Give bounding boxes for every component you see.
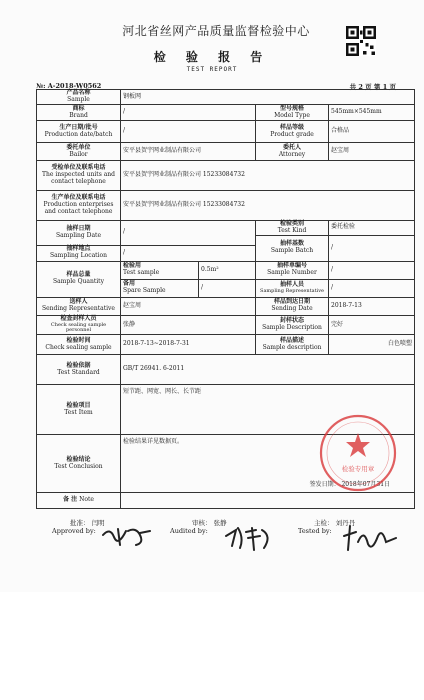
report-title: 检 验 报 告 — [153, 50, 271, 64]
label-sample-state: 封样状态 — [279, 317, 304, 325]
value-production-date: / — [121, 121, 256, 143]
label-sampling-location: 抽样地点 — [66, 245, 91, 253]
audited-by-label-en: Audited by: — [170, 527, 208, 535]
row-sampling-date: 抽样日期 Sampling Date / 检验类别 Test Kind 委托检验 — [37, 221, 415, 236]
label-sending-date: 样品到达日期 — [273, 298, 310, 306]
value-spare-sample: / — [199, 279, 256, 297]
label-sampling-representative: 抽样人员 — [279, 280, 304, 288]
value-grade: 合格品 — [329, 121, 415, 143]
label-sampling-date: 抽样日期 — [66, 225, 91, 232]
value-test-standard: GB/T 26941. 6-2011 — [121, 355, 415, 385]
label-inspected-unit: 受检单位及联系电话 — [51, 164, 106, 172]
value-sealing-personnel: 张静 — [121, 315, 256, 334]
label-sending-representative: 送样人 — [69, 298, 88, 306]
label-bailor: 委托单位 — [66, 143, 91, 151]
value-production-enterprise: 安平县贺宇网业制品有限公司 15233084732 — [121, 191, 415, 221]
approver-signature — [100, 525, 152, 549]
row-test-standard: 检验依据 Test Standard GB/T 26941. 6-2011 — [37, 355, 415, 385]
value-model: 545mm×545mm — [329, 105, 415, 121]
label-spare-sample: 备用 — [123, 280, 136, 288]
row-production-enterprise: 生产单位及联系电话 Production enterprises and contact telephone 安平县贺宇网业制品有限公司 15233084732 — [37, 191, 415, 221]
row-production-date: 生产日期/批号 Production date/batch / 样品等级 Product grade 合格品 — [37, 121, 415, 143]
value-sending-representative: 赵宝周 — [121, 297, 256, 315]
center-name: 河北省丝网产品质量监督检验中心 — [122, 24, 310, 38]
row-product-name: 产品名称 Sample 钢板网 — [37, 90, 415, 105]
report-title-en: TEST REPORT — [186, 66, 238, 73]
row-test-sample: 样品总量 Sample Quantity 检验用 Test sample 0.5m² 抽样单编号 Sample Number / — [37, 261, 415, 279]
value-attorney: 赵宝周 — [329, 143, 415, 161]
label-test-standard: 检验依据 — [66, 361, 91, 369]
stamp-center-text: 检验专用章 — [341, 465, 375, 473]
value-test-kind: 委托检验 — [329, 221, 415, 236]
row-note: 备 注 Note — [37, 493, 415, 509]
page-info: 共 2 页 第 1 页 — [349, 83, 396, 91]
approved-by — [52, 518, 105, 535]
value-test-conclusion: 检验结果详见数据页。 — [123, 438, 184, 446]
label-production-enterprise: 生产单位及联系电话 — [51, 194, 106, 202]
value-brand: / — [121, 105, 256, 121]
label-production-date: 生产日期/批号 — [59, 123, 98, 131]
label-sample-quantity: 样品总量 — [66, 271, 91, 279]
value-sampling-location: / — [121, 245, 256, 261]
value-sample-number: / — [329, 261, 415, 279]
approved-by-label: 批准： 闫明 — [70, 519, 105, 527]
label-sample-description: 样品描述 — [279, 336, 304, 344]
value-product-name: 钢板网 — [121, 90, 415, 105]
label-sealing-personnel: 检查封样人员 — [60, 314, 97, 322]
value-note — [121, 493, 415, 509]
row-test-item: 检验项目 Test Item 短节距、网宽、网长、长节距 — [37, 385, 415, 435]
tester-signature — [340, 522, 400, 554]
label-grade: 样品等级 — [279, 123, 304, 131]
label-test-conclusion: 检验结论 — [66, 455, 91, 463]
inspection-seal-stamp — [318, 413, 398, 493]
label-attorney: 委托人 — [282, 143, 301, 151]
row-spare-sample: 备用 Spare Sample / 抽样人员 Sampling Representative / — [37, 279, 415, 297]
label-test-sample: 检验用 — [123, 262, 142, 270]
value-sample-description: 白色喷塑 — [329, 335, 415, 355]
label-check-time: 检验时间 — [66, 336, 91, 344]
value-sending-date: 2018-7-13 — [329, 297, 415, 315]
tested-by-label: 主检： 刘丹丹 — [314, 519, 356, 527]
sign-date: 签发日期： 2018年07月31日 — [309, 481, 391, 489]
label-test-item: 检验项目 — [66, 401, 91, 409]
row-sending-representative: 送样人 Sending Representative 赵宝周 样品到达日期 Sending Date 2018-7-13 — [37, 297, 415, 315]
audited-by-label: 审核： 张静 — [192, 519, 227, 527]
label-brand: 商标 — [72, 104, 85, 112]
value-sample-state: 完好 — [329, 315, 415, 334]
report-number: №: A-2018-W0562 — [36, 82, 102, 90]
row-sealing-personnel: 检查封样人员 Check sealing sample personnel 张静 封样状态 Sample Description 完好 — [37, 315, 415, 334]
row-bailor: 委托单位 Bailor 安平县贺宇网业制品有限公司 委托人 Attorney 赵宝周 — [37, 143, 415, 161]
row-test-conclusion: 检验结论 Test Conclusion 检验结果详见数据页。 签发日期： 2018年07月31日 — [37, 435, 415, 493]
value-check-time: 2018-7-13~2018-7-31 — [121, 335, 256, 355]
value-sampling-batch: / — [329, 235, 415, 261]
row-sampling-location: 抽样地点 Sampling Location / — [37, 245, 415, 261]
row-sampling-batch: 抽样基数 Sample Batch / — [37, 235, 415, 245]
value-sampling-representative: / — [329, 279, 415, 297]
value-sampling-date: / — [121, 221, 256, 246]
row-brand: 商标 Brand / 型号规格 Model Type 545mm×545mm — [37, 105, 415, 121]
label-note: 备 注 — [63, 496, 78, 504]
row-check-time: 检验时间 Check sealing sample 2018-7-13~2018-7-31 样品描述 Sample description 白色喷塑 — [37, 335, 415, 355]
label-sample-number: 抽样单编号 — [276, 262, 307, 270]
value-test-item: 短节距、网宽、网长、长节距 — [121, 385, 415, 435]
value-inspected-unit: 安平县贺宇网业制品有限公司 15233084732 — [121, 161, 415, 191]
label-product-name: 产品名称 — [66, 89, 91, 97]
approved-by-label-en: Approved by: — [52, 527, 96, 535]
label-model: 型号规格 — [279, 104, 304, 112]
row-inspected-unit: 受检单位及联系电话 The inspected units and contact telephone 安平县贺宇网业制品有限公司 15233084732 — [37, 161, 415, 191]
label-test-kind: 检验类别 — [279, 220, 304, 227]
auditor-signature — [222, 524, 276, 552]
audited-by — [170, 518, 227, 535]
label-sampling-batch: 抽样基数 — [279, 240, 304, 248]
tested-by-label-en: Tested by: — [298, 527, 332, 535]
value-test-sample: 0.5m² — [199, 261, 256, 279]
value-bailor: 安平县贺宇网业制品有限公司 — [121, 143, 256, 161]
